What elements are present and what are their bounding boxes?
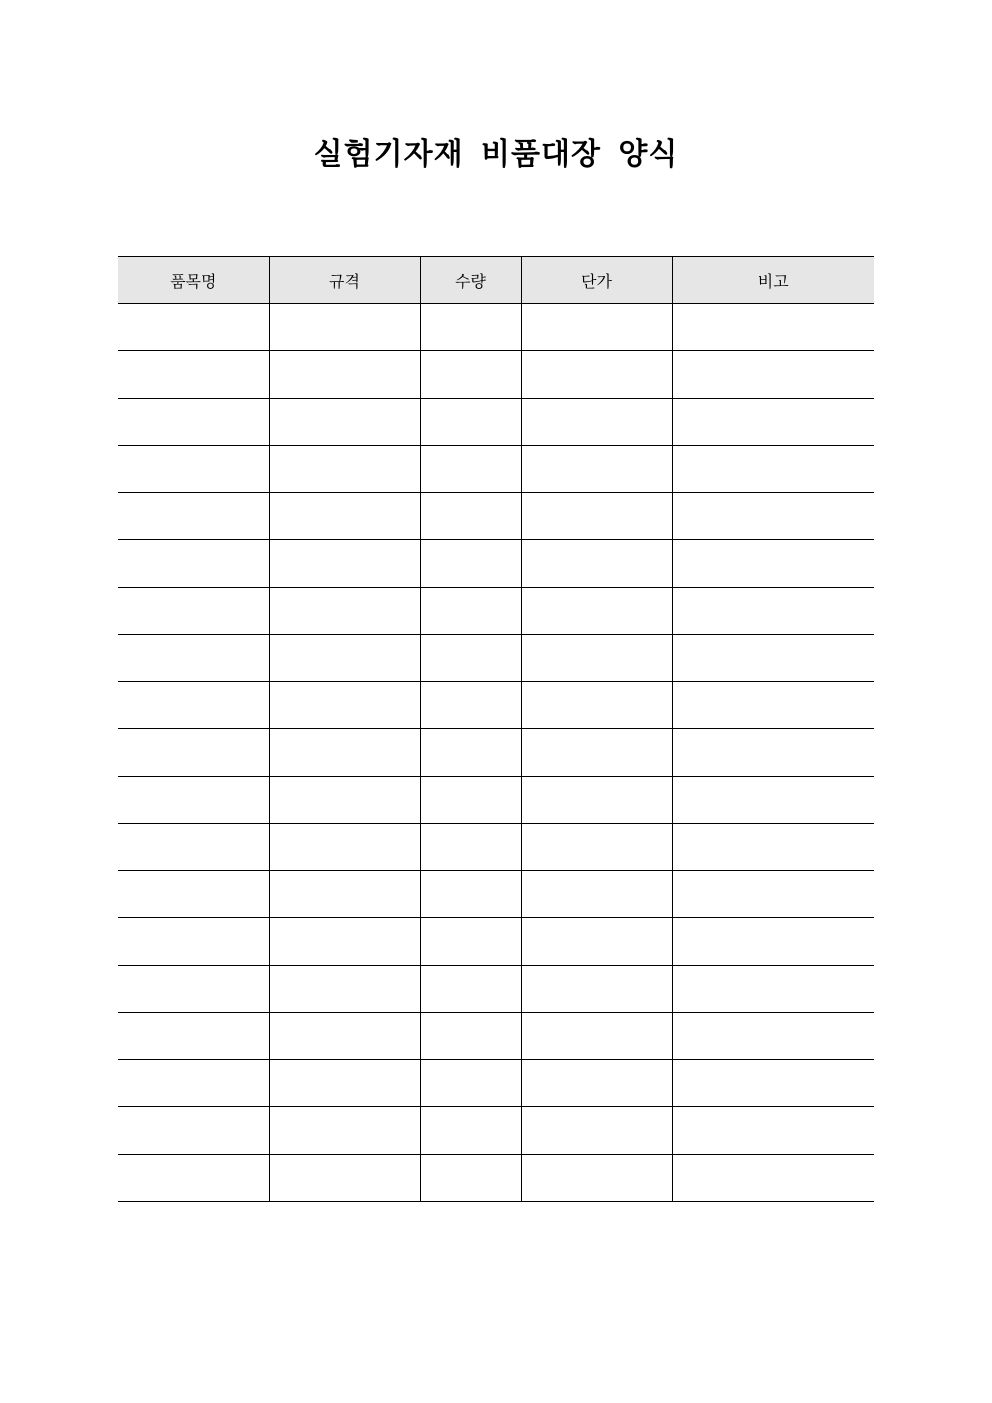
- cell-remarks[interactable]: [672, 918, 874, 965]
- cell-spec[interactable]: [269, 398, 420, 445]
- cell-spec[interactable]: [269, 871, 420, 918]
- cell-quantity[interactable]: [420, 729, 521, 776]
- cell-item-name[interactable]: [118, 729, 269, 776]
- ledger-body: [118, 304, 874, 1202]
- cell-spec[interactable]: [269, 965, 420, 1012]
- cell-item-name[interactable]: [118, 776, 269, 823]
- cell-unit-price[interactable]: [521, 1012, 672, 1059]
- table-row: [118, 823, 874, 870]
- cell-item-name[interactable]: [118, 965, 269, 1012]
- table-row: [118, 445, 874, 492]
- cell-quantity[interactable]: [420, 776, 521, 823]
- cell-quantity[interactable]: [420, 682, 521, 729]
- cell-quantity[interactable]: [420, 540, 521, 587]
- cell-remarks[interactable]: [672, 634, 874, 681]
- table-row: [118, 587, 874, 634]
- cell-quantity[interactable]: [420, 351, 521, 398]
- table-row: [118, 776, 874, 823]
- cell-remarks[interactable]: [672, 871, 874, 918]
- cell-quantity[interactable]: [420, 918, 521, 965]
- cell-spec[interactable]: [269, 729, 420, 776]
- cell-unit-price[interactable]: [521, 493, 672, 540]
- table-row: [118, 398, 874, 445]
- cell-unit-price[interactable]: [521, 682, 672, 729]
- cell-quantity[interactable]: [420, 304, 521, 351]
- page-title: 실험기자재 비품대장 양식: [313, 137, 679, 172]
- cell-quantity[interactable]: [420, 634, 521, 681]
- cell-item-name[interactable]: [118, 587, 269, 634]
- cell-spec[interactable]: [269, 1107, 420, 1154]
- cell-unit-price[interactable]: [521, 587, 672, 634]
- cell-unit-price[interactable]: [521, 634, 672, 681]
- table-row: [118, 351, 874, 398]
- cell-spec[interactable]: [269, 587, 420, 634]
- table-row: [118, 871, 874, 918]
- table-row: [118, 1060, 874, 1107]
- cell-remarks[interactable]: [672, 493, 874, 540]
- cell-spec[interactable]: [269, 540, 420, 587]
- header-unit-price: 단가: [521, 257, 672, 304]
- header-item-name: 품목명: [118, 257, 269, 304]
- cell-spec[interactable]: [269, 493, 420, 540]
- cell-remarks[interactable]: [672, 1107, 874, 1154]
- header-spec: 규격: [269, 257, 420, 304]
- cell-remarks[interactable]: [672, 1012, 874, 1059]
- cell-item-name[interactable]: [118, 1154, 269, 1201]
- cell-item-name[interactable]: [118, 493, 269, 540]
- cell-unit-price[interactable]: [521, 304, 672, 351]
- cell-unit-price[interactable]: [521, 351, 672, 398]
- header-quantity: 수량: [420, 257, 521, 304]
- cell-spec[interactable]: [269, 918, 420, 965]
- cell-remarks[interactable]: [672, 540, 874, 587]
- cell-item-name[interactable]: [118, 823, 269, 870]
- cell-item-name[interactable]: [118, 540, 269, 587]
- cell-unit-price[interactable]: [521, 823, 672, 870]
- cell-unit-price[interactable]: [521, 729, 672, 776]
- cell-spec[interactable]: [269, 823, 420, 870]
- cell-quantity[interactable]: [420, 1154, 521, 1201]
- cell-spec[interactable]: [269, 1012, 420, 1059]
- header-row: [118, 257, 874, 304]
- cell-item-name[interactable]: [118, 1060, 269, 1107]
- cell-item-name[interactable]: [118, 1107, 269, 1154]
- cell-unit-price[interactable]: [521, 776, 672, 823]
- table-row: [118, 1012, 874, 1059]
- cell-item-name[interactable]: [118, 445, 269, 492]
- cell-unit-price[interactable]: [521, 398, 672, 445]
- cell-spec[interactable]: [269, 304, 420, 351]
- cell-remarks[interactable]: [672, 587, 874, 634]
- cell-spec[interactable]: [269, 351, 420, 398]
- cell-spec[interactable]: [269, 445, 420, 492]
- cell-remarks[interactable]: [672, 965, 874, 1012]
- cell-remarks[interactable]: [672, 776, 874, 823]
- cell-unit-price[interactable]: [521, 871, 672, 918]
- cell-quantity[interactable]: [420, 823, 521, 870]
- cell-remarks[interactable]: [672, 1154, 874, 1201]
- cell-unit-price[interactable]: [521, 1154, 672, 1201]
- cell-item-name[interactable]: [118, 871, 269, 918]
- cell-remarks[interactable]: [672, 682, 874, 729]
- cell-spec[interactable]: [269, 634, 420, 681]
- cell-spec[interactable]: [269, 682, 420, 729]
- cell-item-name[interactable]: [118, 682, 269, 729]
- cell-unit-price[interactable]: [521, 918, 672, 965]
- cell-unit-price[interactable]: [521, 1107, 672, 1154]
- cell-item-name[interactable]: [118, 634, 269, 681]
- cell-remarks[interactable]: [672, 1060, 874, 1107]
- table-row: [118, 304, 874, 351]
- cell-quantity[interactable]: [420, 1012, 521, 1059]
- cell-quantity[interactable]: [420, 965, 521, 1012]
- cell-quantity[interactable]: [420, 398, 521, 445]
- cell-item-name[interactable]: [118, 918, 269, 965]
- cell-remarks[interactable]: [672, 445, 874, 492]
- table-row: [118, 1107, 874, 1154]
- cell-quantity[interactable]: [420, 587, 521, 634]
- equipment-ledger-table: [118, 256, 874, 1202]
- table-row: [118, 540, 874, 587]
- cell-quantity[interactable]: [420, 1060, 521, 1107]
- cell-item-name[interactable]: [118, 398, 269, 445]
- cell-item-name[interactable]: [118, 351, 269, 398]
- header-remarks: 비고: [672, 257, 874, 304]
- table-row: [118, 634, 874, 681]
- cell-item-name[interactable]: [118, 304, 269, 351]
- cell-spec[interactable]: [269, 776, 420, 823]
- cell-quantity[interactable]: [420, 871, 521, 918]
- cell-remarks[interactable]: [672, 304, 874, 351]
- cell-remarks[interactable]: [672, 351, 874, 398]
- table-row: [118, 729, 874, 776]
- cell-quantity[interactable]: [420, 493, 521, 540]
- cell-unit-price[interactable]: [521, 965, 672, 1012]
- table-row: [118, 918, 874, 965]
- table-row: [118, 965, 874, 1012]
- cell-unit-price[interactable]: [521, 540, 672, 587]
- cell-spec[interactable]: [269, 1154, 420, 1201]
- cell-remarks[interactable]: [672, 398, 874, 445]
- cell-unit-price[interactable]: [521, 445, 672, 492]
- cell-item-name[interactable]: [118, 1012, 269, 1059]
- cell-remarks[interactable]: [672, 729, 874, 776]
- cell-quantity[interactable]: [420, 445, 521, 492]
- cell-remarks[interactable]: [672, 823, 874, 870]
- cell-quantity[interactable]: [420, 1107, 521, 1154]
- table-row: [118, 1154, 874, 1201]
- cell-unit-price[interactable]: [521, 1060, 672, 1107]
- table-row: [118, 682, 874, 729]
- table-row: [118, 493, 874, 540]
- cell-spec[interactable]: [269, 1060, 420, 1107]
